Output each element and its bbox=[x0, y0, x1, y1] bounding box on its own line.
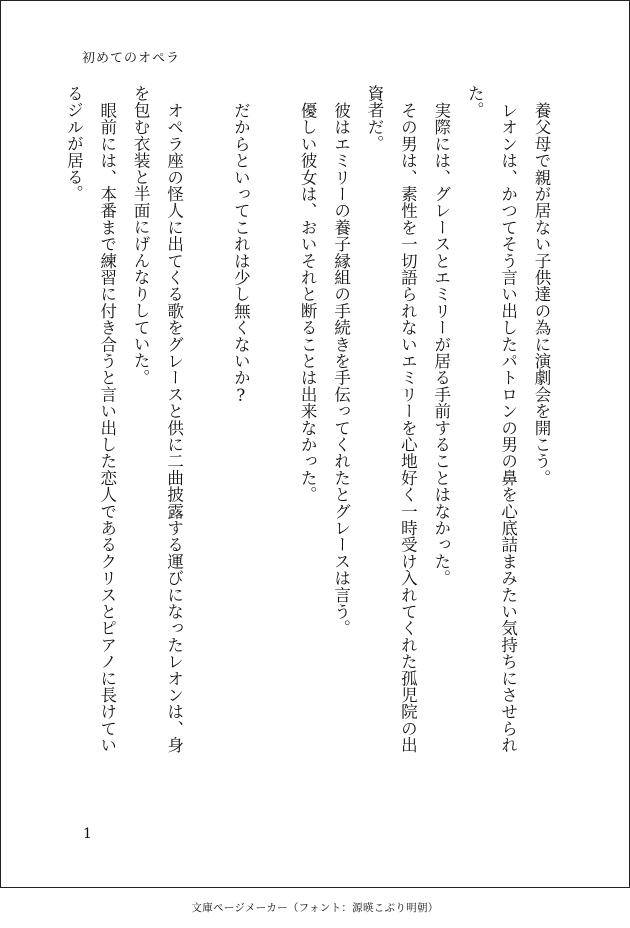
running-title: 初めてのオペラ bbox=[82, 51, 181, 66]
paragraph: レオンは、かつてそう言い出したパトロンの男の鼻を心底詰まみたい気持ちにさせられた。 bbox=[465, 85, 518, 753]
paragraph: 優しい彼女は、おいそれと断ることは出来なかった。 bbox=[298, 101, 318, 503]
page-number: 1 bbox=[83, 826, 92, 842]
paragraph: だからといってこれは少し無くないか? bbox=[231, 101, 251, 405]
paragraph: 実際には、グレースとエミリーが居る手前することはなかった。 bbox=[431, 101, 451, 586]
blank-line bbox=[191, 85, 224, 765]
paragraph: 彼はエミリーの養子縁組の手続きを手伝ってくれたとグレースは言う。 bbox=[331, 101, 351, 636]
body-text bbox=[57, 85, 558, 765]
paragraph: 眼前には、本番まで練習に付き合うと言い出した恋人であるクリスとピアノに長けているジルが居る。 bbox=[64, 85, 117, 753]
paragraph: その男は、素性を一切語られないエミリーを心地好く一時受け入れてくれた孤児院の出資者だ。 bbox=[364, 85, 418, 753]
paragraph: 養父母で親が居ない子供達の為に演劇会を開こう。 bbox=[532, 101, 551, 486]
blank-line bbox=[257, 85, 290, 765]
footer-credit: 文庫ページメーカー（フォント：源暎こぶり明朝） bbox=[191, 902, 439, 914]
paragraph: オペラ座の怪人に出てくる歌をグレースと供に二曲披露する運びになったレオンは、身を包む衣装と半面にげんなりしていた。 bbox=[131, 85, 184, 753]
